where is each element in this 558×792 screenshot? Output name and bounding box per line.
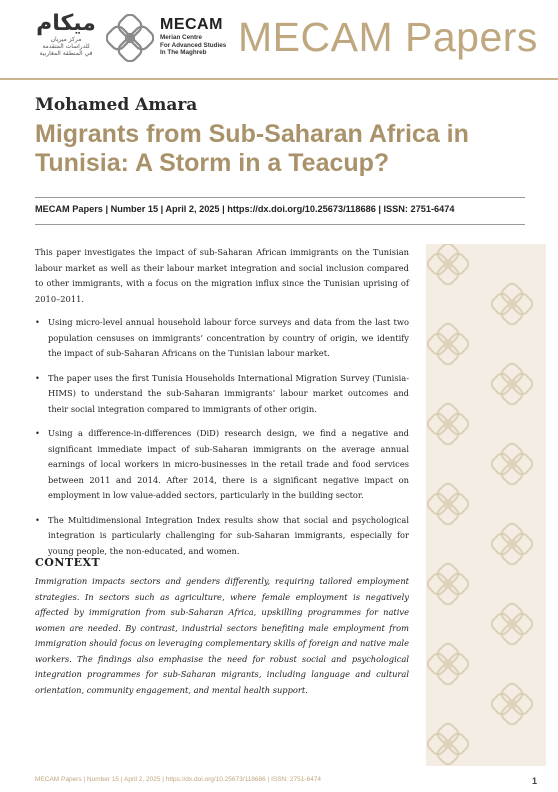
page-header [0, 0, 558, 80]
abstract-intro: This paper investigates the impact of sub-Saharan African immigrants on the Tunisian labour market as well as their labour market integration and social inclusion compared to other immigrants, with a focus on the migration influx since the Tunisian uprising of 2010–2011. [35, 247, 409, 304]
context-heading: CONTEXT [35, 556, 101, 569]
page-footer: MECAM Papers | Number 15 | April 2, 2025 | https://dx.doi.org/10.25673/118686 | ISSN: 2751-6474 [35, 776, 321, 783]
paper-title: Migrants from Sub-Saharan Africa in Tunisia: A Storm in a Teacup? [35, 120, 469, 177]
arabic-logo-sub-1: مركز ميريان [50, 36, 82, 43]
meta-divider-top [35, 197, 525, 198]
bullet-text: The Multidimensional Integration Index results show that social and psychological integration is particularly challenging for sub-Saharan immigrants, especially for young people, the non-educated, and women. [48, 514, 409, 556]
abstract-section [35, 245, 409, 568]
arabic-logo-sub-3: في المنطقة المغاربية [39, 50, 93, 57]
bullet-icon: • [35, 372, 40, 383]
knot-pattern-decoration [426, 244, 546, 766]
arabic-logo-sub-2: للدراسات المتقدمة [42, 43, 90, 50]
knot-pattern-icon [426, 244, 546, 766]
mecam-knot-emblem-icon [106, 14, 154, 62]
arabic-logo-main: ميكام [36, 11, 96, 36]
header-divider [0, 78, 558, 80]
arabic-logo [30, 12, 102, 57]
bullet-icon: • [35, 428, 40, 438]
list-item [35, 513, 409, 560]
series-title: MECAM Papers [238, 14, 538, 60]
bullet-text: Using a difference-in-differences (DiD) research design, we find a negative and significant immediate impact of sub-Saharan immigrants on the average annual earnings of local workers in micro-businesses in the retail trade and food services between 2011 and 2014. After 2014, there is a significant negative impact on employment in low value-added sectors, particularly in the building sector. [48, 428, 409, 500]
bullet-icon: • [35, 514, 40, 525]
mecam-name: MECAM [160, 16, 223, 33]
list-item [35, 315, 409, 362]
meta-divider-bottom [35, 224, 525, 225]
list-item [35, 426, 409, 504]
mecam-line-1: Merian Centre [160, 34, 202, 41]
paper-meta: MECAM Papers | Number 15 | April 2, 2025 | https://dx.doi.org/10.25673/118686 | ISSN: 2751-6474 [35, 204, 455, 214]
bullet-icon: • [35, 317, 40, 327]
list-item [35, 371, 409, 418]
bullet-text: Using micro-level annual household labour force surveys and data from the last two population censuses on immigrants’ concentration by country of origin, we identify the impact of sub-Saharan Africans on the Tunisian labour market. [48, 317, 409, 358]
mecam-line-2: For Advanced Studies [160, 41, 227, 49]
page-number: 1 [532, 776, 538, 786]
key-findings-list [35, 315, 409, 559]
bullet-text: The paper uses the first Tunisia Households International Migration Survey (Tunisia-HIMS) to understand the sub-Saharan immigrants’ labour market outcomes and their social integration compared to immigrants of other origin. [48, 372, 409, 414]
mecam-line-3: In The Maghreb [160, 49, 207, 56]
context-text: Immigration impacts sectors and genders differently, requiring tailored employment strategies. In sectors such as agriculture, where female employment is negatively affected by immigration from sub-Saharan Africa, upskilling programmes for native women are needed. By contrast, industrial sectors benefiting male employment from immigration should focus on leveraging complementary skills of foreign and native male workers. The findings also emphasise the need for robust social and psychological integration programmes for sub-Saharan migrants, including language and cultural orientation, community engagement, and mental health support. [35, 576, 409, 695]
mecam-wordmark [160, 16, 240, 57]
author-name: Mohamed Amara [35, 95, 198, 115]
